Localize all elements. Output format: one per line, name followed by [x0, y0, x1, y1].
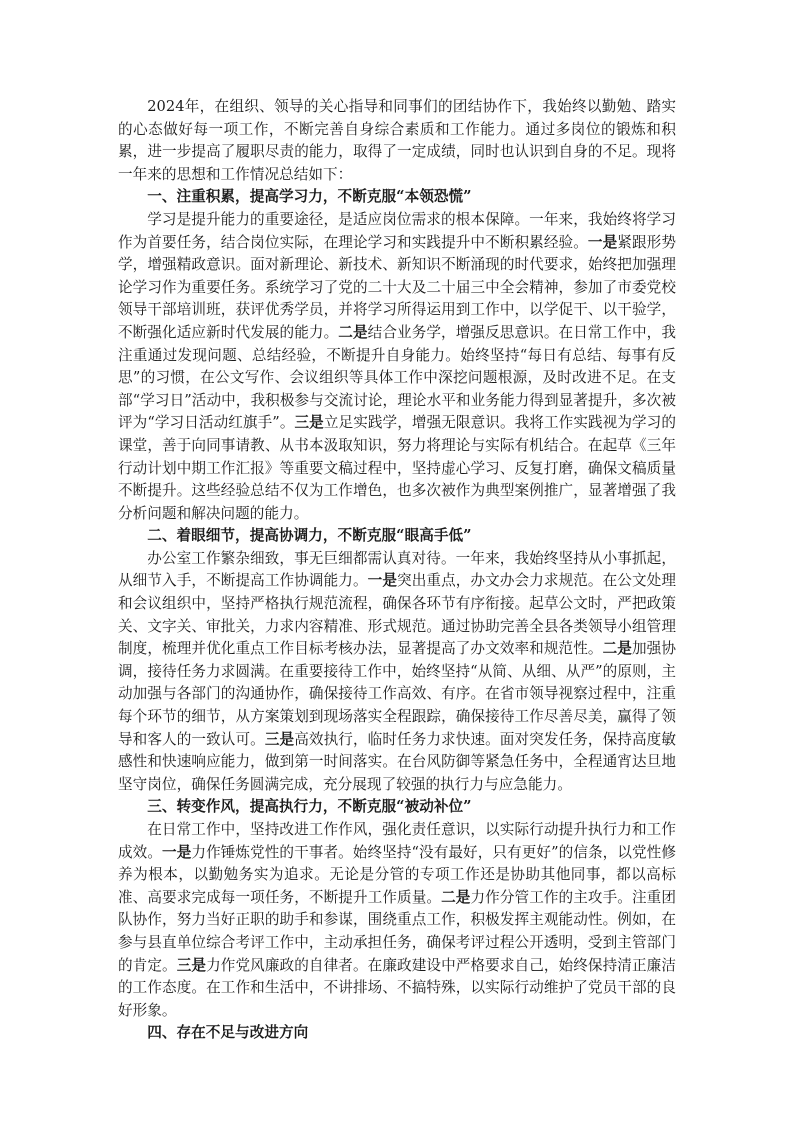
- point-marker: 三是: [294, 414, 324, 432]
- document-page: [118, 96, 676, 1045]
- point-marker: 一是: [587, 233, 618, 251]
- section-heading-4: 四、存在不足与改进方向: [147, 1024, 309, 1042]
- section-lead: 办公室工作繁杂细致，事无巨细都需认真对待。一年来，我始终坚持从小事抓起，从细节入手，不断提高工作协调能力。: [118, 549, 676, 590]
- point-marker: 二是: [602, 640, 632, 658]
- section-heading-2: 二、着眼细节，提高协调力，不断克服“眼高手低”: [147, 527, 472, 545]
- point-marker: 三是: [176, 956, 207, 974]
- point-marker: 二是: [441, 888, 471, 906]
- point-marker: 一是: [367, 572, 398, 590]
- point-text: 立足实践学，增强无限意识。我将工作实践视为学习的课堂，善于向同事请教、从书本汲取知识，努力将理论与实际有机结合。在起草《三年行动计划中期工作汇报》等重要文稿过程中，坚持虚心学习、反复打磨，确保文稿质量不断提升。这些经验总结不仅为工作增色，也多次被作为典型案例推广，显著增强了我分析问题和解决问题的能力。: [118, 414, 677, 522]
- section-lead: 在日常工作中，坚持改进工作作风，强化责任意识，以实际行动提升执行力和工作成效。: [118, 821, 676, 861]
- point-marker: 三是: [264, 730, 295, 748]
- point-marker: 一是: [162, 843, 192, 861]
- point-text: 结合业务学，增强反思意识。在日常工作中，我注重通过发现问题、总结经验，不断提升自身能力。始终坚持“每日有总结、每事有反思”的习惯，在公文写作、会议组织等具体工作中深挖问题根源，及时改进不足。在支部“学习日”活动中，我积极参与交流讨论，理论水平和业务能力得到显著提升，多次被评为“学习日活动红旗手”。: [118, 323, 676, 432]
- point-text: 紧跟形势学，增强精政意识。面对新理论、新技术、新知识不断涌现的时代要求，始终把加强理论学习作为重要任务。系统学习了党的二十大及二十届三中全会精神，参加了市委党校领导干部培训班，获评优秀学员，并将学习所得运用到工作中，以学促干、以干验学，不断强化适应新时代发展的能力。: [118, 233, 676, 341]
- point-text: 力作分管工作的主攻手。注重团队协作，努力当好正职的助手和参谋，围绕重点工作，积极发挥主观能动性。例如，在参与县直单位综合考评工作中，主动承担任务，确保考评过程公开透明，受到主管部门的肯定。: [118, 888, 676, 974]
- section-lead: 学习是提升能力的重要途径，是适应岗位需求的根本保障。一年来，我始终将学习作为首要任务，结合岗位实际，在理论学习和实践提升中不断积累经验。: [118, 210, 676, 251]
- intro-paragraph: 2024年，在组织、领导的关心指导和同事们的团结协作下，我始终以勤勉、踏实的心态做好每一项工作，不断完善自身综合素质和工作能力。通过多岗位的锻炼和积累，进一步提高了履职尽责的能力，取得了一定成绩，同时也认识到自身的不足。现将一年来的思想和工作情况总结如下：: [118, 98, 676, 183]
- section-body-1: [118, 209, 676, 525]
- section-heading-3: 三、转变作风，提高执行力，不断克服“被动补位”: [147, 798, 472, 816]
- point-text: 突出重点，办文办会力求规范。在公文处理和会议组织中，坚持严格执行规范流程，确保各环节有序衔接。起草公文时，严把政策关、文字关、审批关，力求内容精准、形式规范。通过协助完善全县各类领导小组管理制度，梳理并优化重点工作目标考核办法，显著提高了办文效率和规范性。: [118, 572, 677, 658]
- section-body-2: [118, 548, 676, 797]
- point-text: 高效执行，临时任务力求快速。面对突发任务，保持高度敏感性和快速响应能力，做到第一时间落实。在台风防御等紧急任务中，全程通宵达旦地坚守岗位，确保任务圆满完成，充分展现了较强的执行力与应急能力。: [118, 730, 676, 793]
- point-marker: 二是: [338, 323, 368, 341]
- point-text: 加强协调，接待任务力求圆满。在重要接待工作中，始终坚持“从简、从细、从严”的原则，主动加强与各部门的沟通协作，确保接待工作高效、有序。在省市领导视察过程中，注重每个环节的细节，从方案策划到现场落实全程跟踪，确保接待工作尽善尽美，赢得了领导和客人的一致认可。: [118, 640, 676, 748]
- section-heading-1: 一、注重积累，提高学习力，不断克服“本领恐慌”: [147, 188, 472, 206]
- point-text: 力作党风廉政的自律者。在廉政建设中严格要求自己，始终保持清正廉洁的工作态度。在工作和生活中，不讲排场、不搞特殊，以实际行动维护了党员干部的良好形象。: [118, 956, 676, 1019]
- point-text: 力作锤炼党性的干事者。始终坚持“没有最好，只有更好”的信条，以党性修养为根本，以勤勉务实为追求。无论是分管的专项工作还是协助其他同事，都以高标准、高要求完成每一项任务，不断提升工作质量。: [118, 843, 677, 906]
- section-body-3: [118, 819, 676, 1022]
